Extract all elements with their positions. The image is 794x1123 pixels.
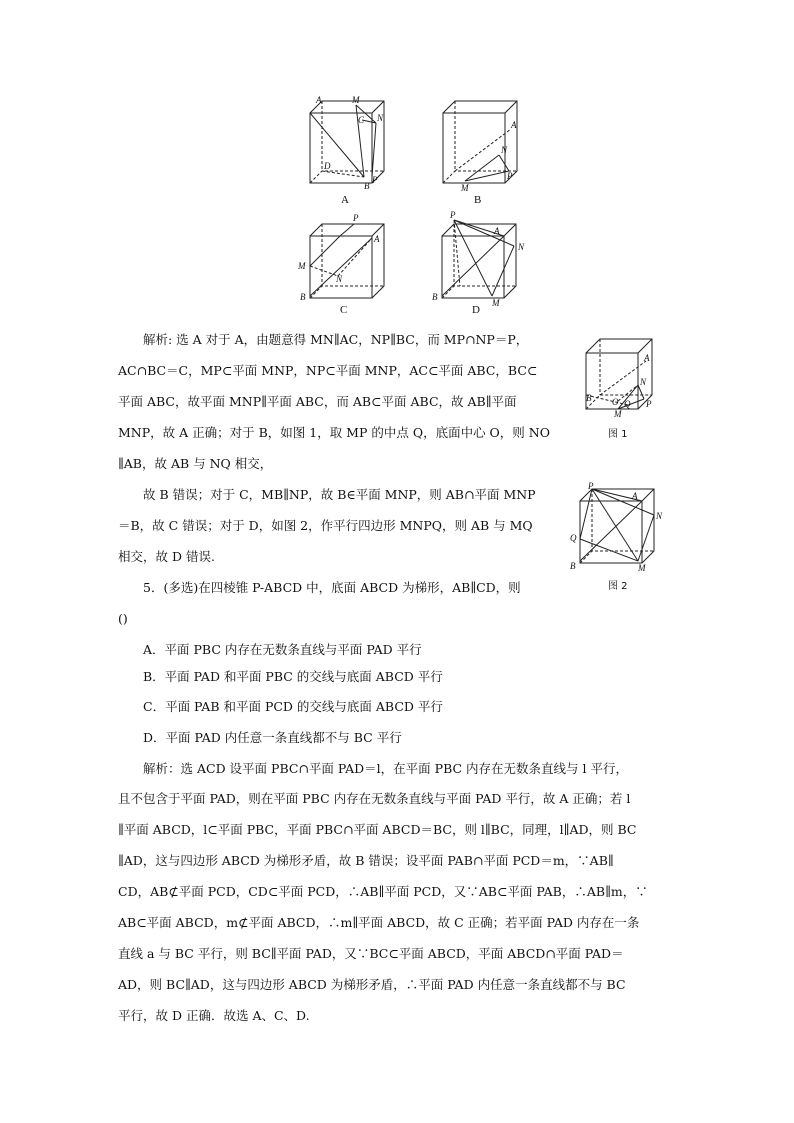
solution-4-line-8: 相交，故 D 错误. — [118, 549, 215, 564]
figure-2 — [568, 483, 668, 595]
label-b: B — [364, 181, 370, 191]
label-a: A — [316, 95, 322, 105]
label-p: P — [588, 481, 594, 491]
question-5-stem: 5．(多选)在四棱锥 P-ABCD 中，底面 ABCD 为梯形，AB∥CD，则 — [143, 580, 521, 595]
caption-fig2: 图 2 — [608, 581, 628, 592]
caption-c: C — [340, 304, 348, 316]
label-b: B — [586, 393, 592, 403]
solution-4-line-2: AC∩BC＝C，MP⊂平面 MNP，NP⊂平面 MNP，AC⊂平面 ABC，BC⊂ — [118, 363, 538, 378]
label-p: P — [353, 213, 359, 223]
question-5-paren: () — [118, 611, 128, 626]
label-a: A — [374, 234, 380, 244]
label-d: D — [324, 161, 331, 171]
option-d: D．平面 PAD 内任意一条直线都不与 BC 平行 — [143, 730, 402, 745]
solution-5-line-5: CD，AB⊄平面 PCD，CD⊂平面 PCD，∴AB∥平面 PCD，又∵AB⊂平面 PAB，∴AB∥m，∵ — [118, 884, 648, 899]
label-n: N — [377, 113, 384, 123]
caption-b: B — [474, 194, 482, 206]
solution-4-line-7: ＝B，故 C 错误；对于 D，如图 2，作平行四边形 MNPQ，则 AB 与 MQ — [118, 518, 533, 533]
solution-4-line-4: MNP，故 A 正确；对于 B，如图 1，取 MP 的中点 Q，底面中心 O，则 NO — [118, 425, 550, 440]
solution-5-line-6: AB⊂平面 ABCD，m⊄平面 ABCD，∴m∥平面 ABCD，故 C 正确；若平面 PAD 内存在一条 — [118, 915, 640, 930]
label-m: M — [492, 298, 500, 308]
solution-5-line-3: ∥平面 ABCD，l⊂平面 PBC，平面 PBC∩平面 ABCD＝BC，则 l∥BC，同理，l∥AD，则 BC — [118, 822, 637, 837]
figure-1 — [580, 333, 676, 445]
label-p: P — [507, 171, 513, 181]
label-b: B — [570, 561, 576, 571]
label-n: N — [656, 511, 663, 521]
caption-d: D — [472, 304, 480, 316]
label-n: N — [518, 242, 525, 252]
cube-figure-a — [302, 95, 394, 210]
label-a: A — [494, 226, 500, 236]
option-a: A．平面 PBC 内存在无数条直线与平面 PAD 平行 — [143, 642, 422, 657]
label-p: P — [450, 210, 456, 220]
cube-figure-d — [430, 212, 530, 318]
label-a: A — [511, 120, 517, 130]
caption-a: A — [341, 194, 349, 206]
solution-5-line-9: 平行，故 D 正确．故选 A、C、D. — [118, 1008, 310, 1023]
solution-5-line-4: ∥AD，这与四边形 ABCD 为梯形矛盾，故 B 错误；设平面 PAB∩平面 PCD＝m，∵AB∥ — [118, 853, 614, 868]
label-b: B — [432, 292, 438, 302]
solution-4-line-3: 平面 ABC，故平面 MNP∥平面 ABC，而 AB⊂平面 ABC，故 AB∥平面 — [118, 394, 517, 409]
solution-4-line-1: 解析: 选 A 对于 A，由题意得 MN∥AC，NP∥BC，而 MP∩NP＝P， — [143, 332, 529, 347]
label-o: O — [612, 397, 619, 407]
label-n: N — [640, 377, 647, 387]
label-m: M — [298, 261, 306, 271]
label-m: M — [352, 95, 360, 105]
option-c: C．平面 PAB 和平面 PCD 的交线与底面 ABCD 平行 — [143, 699, 443, 714]
solution-5-line-7: 直线 a 与 BC 平行，则 BC∥平面 PAD，又∵BC⊂平面 ABCD，平面 ABCD∩平面 PAD＝ — [118, 946, 624, 961]
label-n: N — [501, 145, 508, 155]
label-q: Q — [624, 399, 631, 409]
solution-5-line-1: 解析：选 ACD 设平面 PBC∩平面 PAD＝l，在平面 PBC 内存在无数条直线与 l 平行， — [143, 761, 628, 776]
solution-5-line-8: AD，则 BC∥AD，这与四边形 ABCD 为梯形矛盾，∴平面 PAD 内任意一条直线都不与 BC — [118, 977, 626, 992]
label-c: C — [358, 115, 365, 125]
label-m: M — [461, 183, 469, 193]
cube-figure-b — [435, 95, 527, 210]
label-m: M — [638, 563, 646, 573]
label-p: P — [646, 399, 652, 409]
solution-4-line-6: 故 B 错误；对于 C，MB∥NP，故 B∈平面 MNP，则 AB∩平面 MNP — [143, 487, 536, 502]
cube-figure-c — [298, 212, 394, 318]
label-a: A — [632, 491, 638, 501]
label-m: M — [614, 409, 622, 419]
label-p: P — [372, 175, 378, 185]
caption-fig1: 图 1 — [608, 429, 628, 440]
label-n: N — [336, 274, 343, 284]
label-a: A — [644, 353, 650, 363]
label-b: B — [300, 292, 306, 302]
option-b: B．平面 PAD 和平面 PBC 的交线与底面 ABCD 平行 — [143, 669, 443, 684]
label-q: Q — [570, 533, 577, 543]
solution-4-line-5: ∥AB，故 AB 与 NQ 相交， — [118, 456, 273, 471]
solution-5-line-2: 且不包含于平面 PAD，则在平面 PBC 内存在无数条直线与平面 PAD 平行，故 A 正确；若 l — [118, 791, 631, 806]
